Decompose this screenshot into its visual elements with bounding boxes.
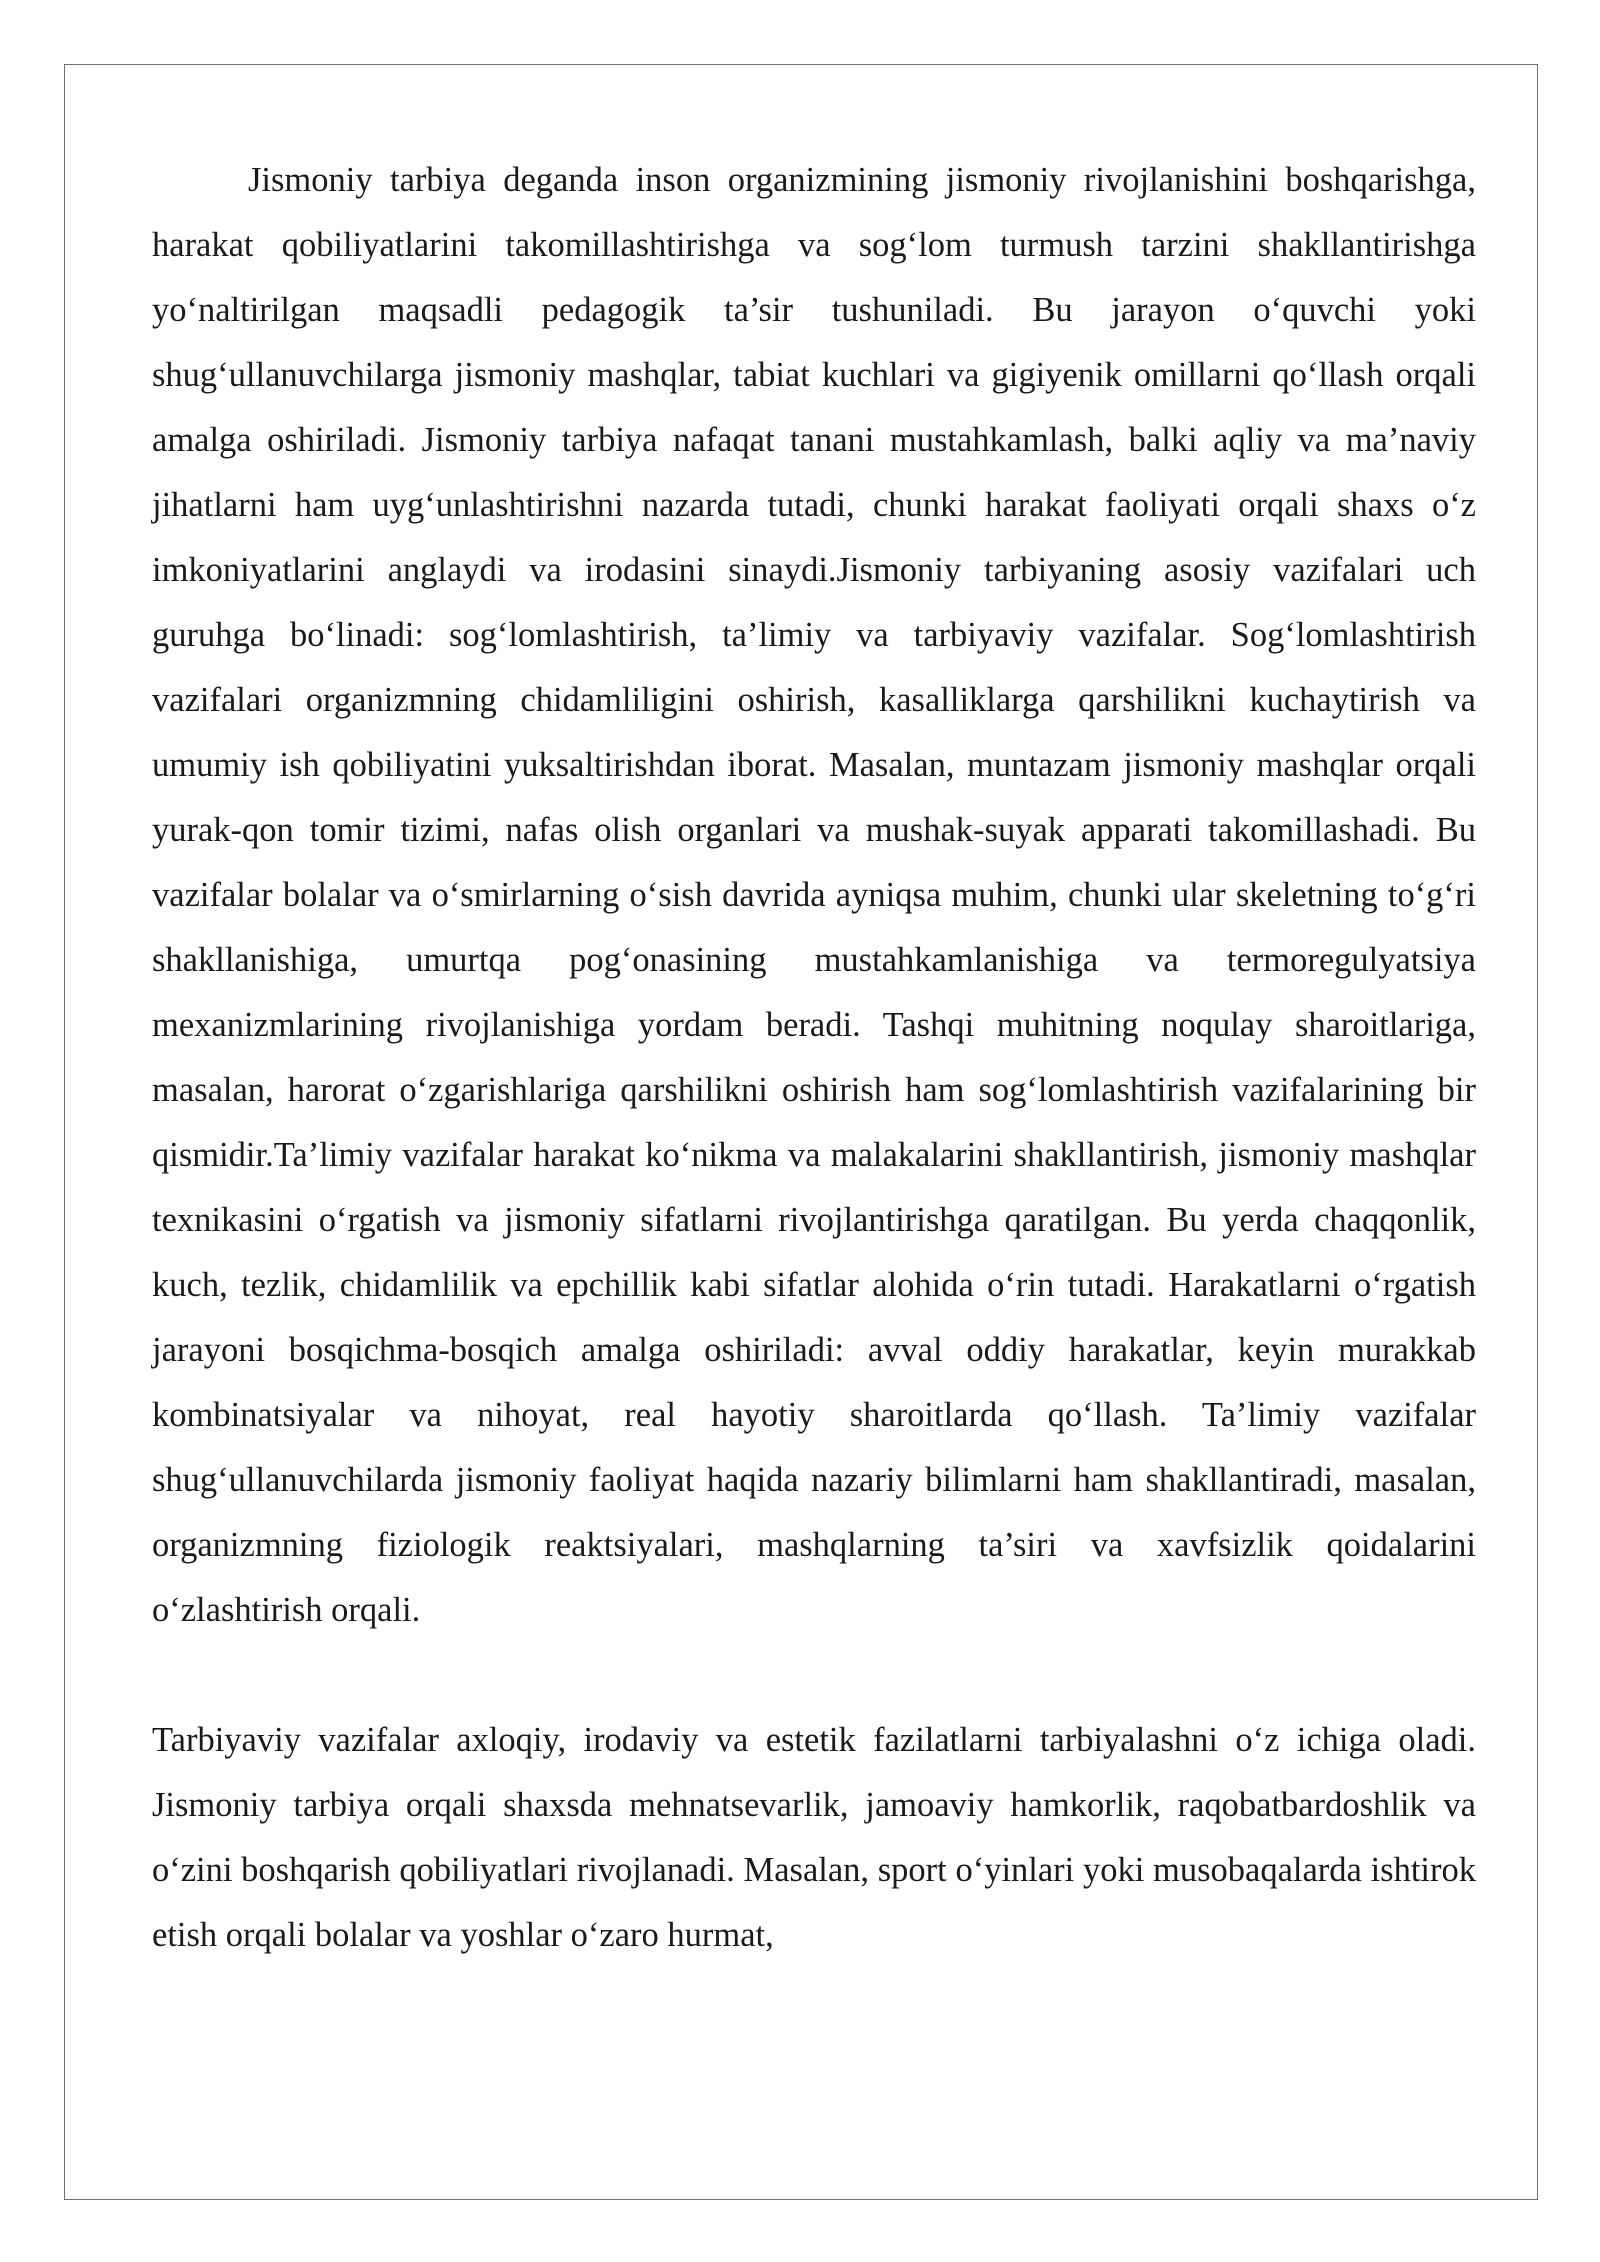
paragraph-spacer <box>152 1643 1476 1708</box>
paragraph-1: Jismoniy tarbiya deganda inson organizmining jismoniy rivojlanishini boshqarishga, harakat qobiliyatlarini takomillashtirishga va sog‘lom turmush tarzini shakllantirishga yo‘naltirilgan maqsadli pedagogik ta’sir tushuniladi. Bu jarayon o‘quvchi yoki shug‘ullanuvchilarga jismoniy mashqlar, tabiat kuchlari va gigiyenik omillarni qo‘llash orqali amalga oshiriladi. Jismoniy tarbiya nafaqat tanani mustahkamlash, balki aqliy va ma’naviy jihatlarni ham uyg‘unlashtirishni nazarda tutadi, chunki harakat faoliyati orqali shaxs o‘z imkoniyatlarini anglaydi va irodasini sinaydi.Jismoniy tarbiyaning asosiy vazifalari uch guruhga bo‘linadi: sog‘lomlashtirish, ta’limiy va tarbiyaviy vazifalar. Sog‘lomlashtirish vazifalari organizmning chidamliligini oshirish, kasalliklarga qarshilikni kuchaytirish va umumiy ish qobiliyatini yuksaltirishdan iborat. Masalan, muntazam jismoniy mashqlar orqali yurak-qon tomir tizimi, nafas olish organlari va mushak-suyak apparati takomillashadi. Bu vazifalar bolalar va o‘smirlarning o‘sish davrida ayniqsa muhim, chunki ular skeletning to‘g‘ri shakllanishiga, umurtqa pog‘onasining mustahkamlanishiga va termoregulyatsiya mexanizmlarining rivojlanishiga yordam beradi. Tashqi muhitning noqulay sharoitlariga, masalan, harorat o‘zgarishlariga qarshilikni oshirish ham sog‘lomlashtirish vazifalarining bir qismidir.Ta’limiy vazifalar harakat ko‘nikma va malakalarini shakllantirish, jismoniy mashqlar texnikasini o‘rgatish va jismoniy sifatlarni rivojlantirishga qaratilgan. Bu yerda chaqqonlik, kuch, tezlik, chidamlilik va epchillik kabi sifatlar alohida o‘rin tutadi. Harakatlarni o‘rgatish jarayoni bosqichma-bosqich amalga oshiriladi: avval oddiy harakatlar, keyin murakkab kombinatsiyalar va nihoyat, real hayotiy sharoitlarda qo‘llash. Ta’limiy vazifalar shug‘ullanuvchilarda jismoniy faoliyat haqida nazariy bilimlarni ham shakllantiradi, masalan, organizmning fiziologik reaktsiyalari, mashqlarning ta’siri va xavfsizlik qoidalarini o‘zlashtirish orqali. <box>152 161 1476 1629</box>
paragraph-2: Tarbiyaviy vazifalar axloqiy, irodaviy va estetik fazilatlarni tarbiyalashni o‘z ichiga oladi. Jismoniy tarbiya orqali shaxsda mehnatsevarlik, jamoaviy hamkorlik, raqobatbardoshlik va o‘zini boshqarish qobiliyatlari rivojlanadi. Masalan, sport o‘yinlari yoki musobaqalarda ishtirok etish orqali bolalar va yoshlar o‘zaro hurmat, <box>152 1721 1476 1954</box>
document-body <box>152 148 1476 1968</box>
